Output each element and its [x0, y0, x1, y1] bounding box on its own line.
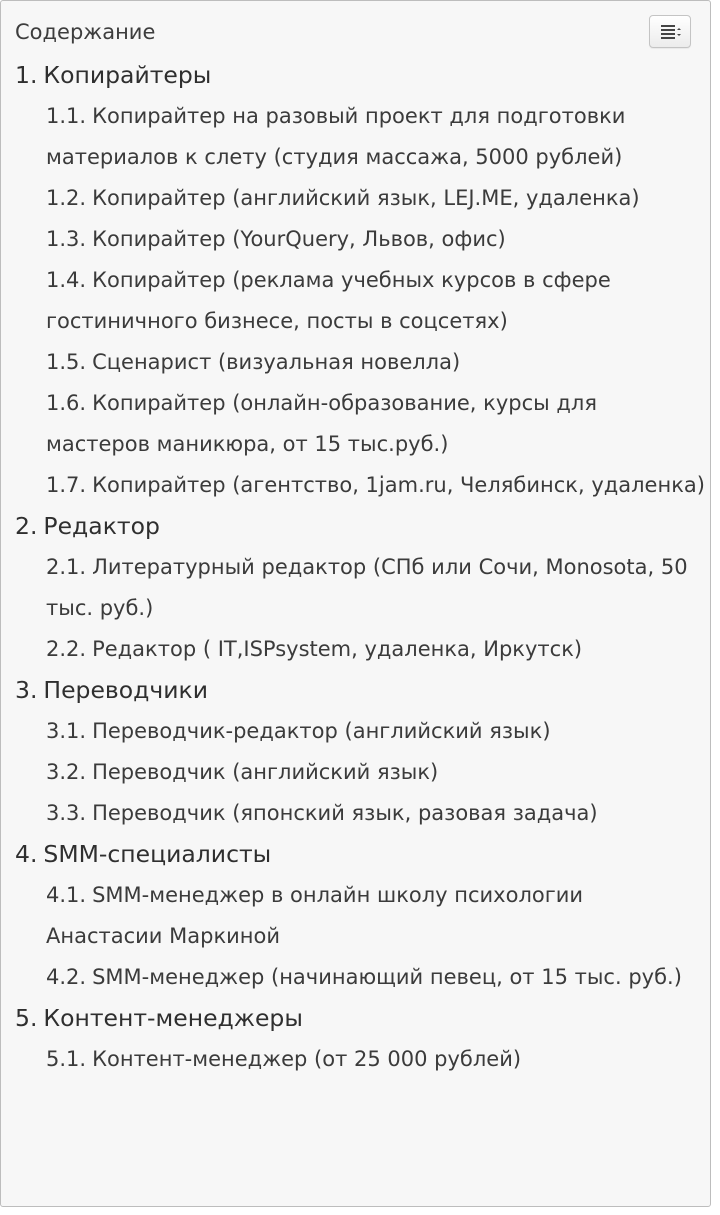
toc-sublink[interactable]	[46, 547, 705, 629]
toc-number: 3.1.	[46, 719, 87, 743]
toc-label: Сценарист (визуальная новелла)	[92, 350, 461, 374]
toc-subitem	[15, 178, 705, 219]
toc-number: 1.	[15, 61, 38, 89]
toc-sublist	[15, 547, 705, 670]
toc-sublist	[15, 1039, 705, 1080]
toc-list	[15, 55, 705, 1080]
toc-number: 2.2.	[46, 637, 87, 661]
toc-subitem	[15, 752, 705, 793]
toc-link[interactable]	[15, 55, 705, 96]
toc-number: 5.1.	[46, 1047, 87, 1071]
toc-number: 4.1.	[46, 883, 87, 907]
toc-sublink[interactable]	[46, 219, 705, 260]
toc-subitem	[15, 957, 705, 998]
toc-subitem	[15, 260, 705, 342]
toc-section	[15, 834, 705, 998]
toc-subitem	[15, 793, 705, 834]
toc-section	[15, 506, 705, 670]
toc-label: Переводчик-редактор (английский язык)	[92, 719, 551, 743]
toc-toggle-button[interactable]	[649, 15, 691, 48]
toc-sublink[interactable]	[46, 96, 705, 178]
toc-number: 1.1.	[46, 104, 87, 128]
toc-section	[15, 55, 705, 506]
toc-sublist	[15, 875, 705, 998]
toc-sublink[interactable]	[46, 383, 705, 465]
toc-title: Содержание	[15, 20, 156, 44]
toc-subitem	[15, 96, 705, 178]
toc-sublink[interactable]	[46, 260, 705, 342]
toc-link[interactable]	[15, 506, 705, 547]
toc-subitem	[15, 383, 705, 465]
toc-label: Копирайтер на разовый проект для подготовки материалов к слету (студия массажа, 5000 рублей)	[46, 104, 626, 169]
toc-sublink[interactable]	[46, 957, 705, 998]
toc-label: SMM-специалисты	[43, 840, 272, 868]
toc-link[interactable]	[15, 670, 705, 711]
toc-sublink[interactable]	[46, 752, 705, 793]
toc-sublink[interactable]	[46, 1039, 705, 1080]
toc-label: Копирайтер (YourQuery, Львов, офис)	[92, 227, 506, 251]
toc-number: 1.4.	[46, 268, 87, 292]
toc-label: Контент-менеджер (от 25 000 рублей)	[92, 1047, 522, 1071]
toc-sublink[interactable]	[46, 793, 705, 834]
toc-sublink[interactable]	[46, 711, 705, 752]
toc-label: Литературный редактор (СПб или Сочи, Monosota, 50 тыс. руб.)	[46, 555, 688, 620]
list-toggle-icon	[661, 25, 681, 39]
toc-sublink[interactable]	[46, 178, 705, 219]
toc-number: 5.	[15, 1004, 38, 1032]
toc-number: 3.3.	[46, 801, 87, 825]
toc-label: Копирайтер (реклама учебных курсов в сфере гостиничного бизнесе, посты в соцсетях)	[46, 268, 611, 333]
toc-subitem	[15, 875, 705, 957]
toc-subitem	[15, 342, 705, 383]
toc-label: SMM-менеджер (начинающий певец, от 15 тыс. руб.)	[92, 965, 682, 989]
toc-label: Копирайтер (агентство, 1jam.ru, Челябинск, удаленка)	[92, 473, 705, 497]
toc-label: Переводчик (английский язык)	[92, 760, 439, 784]
toc-label: Копирайтеры	[43, 61, 212, 89]
toc-number: 3.2.	[46, 760, 87, 784]
toc-number: 1.5.	[46, 350, 87, 374]
toc-link[interactable]	[15, 834, 705, 875]
toc-subitem	[15, 711, 705, 752]
toc-section	[15, 670, 705, 834]
toc-label: Копирайтер (онлайн-образование, курсы для мастеров маникюра, от 15 тыс.руб.)	[46, 391, 597, 456]
toc-sublink[interactable]	[46, 465, 705, 506]
toc-subitem	[15, 465, 705, 506]
toc-subitem	[15, 219, 705, 260]
toc-sublink[interactable]	[46, 875, 705, 957]
toc-number: 2.1.	[46, 555, 87, 579]
toc-number: 3.	[15, 676, 38, 704]
toc-sublink[interactable]	[46, 629, 705, 670]
toc-label: Контент-менеджеры	[43, 1004, 303, 1032]
toc-number: 2.	[15, 512, 38, 540]
toc-number: 1.2.	[46, 186, 87, 210]
toc-number: 1.7.	[46, 473, 87, 497]
toc-number: 1.6.	[46, 391, 87, 415]
toc-link[interactable]	[15, 998, 705, 1039]
toc-label: Переводчик (японский язык, разовая задача)	[92, 801, 598, 825]
toc-subitem	[15, 547, 705, 629]
toc-sublist	[15, 96, 705, 506]
toc-number: 4.	[15, 840, 38, 868]
toc-subitem	[15, 629, 705, 670]
toc-label: Копирайтер (английский язык, LEJ.ME, удаленка)	[92, 186, 640, 210]
toc-section	[15, 998, 705, 1080]
toc-label: Редактор ( IT,ISPsystem, удаленка, Иркутск)	[92, 637, 583, 661]
toc-subitem	[15, 1039, 705, 1080]
toc-sublist	[15, 711, 705, 834]
toc-number: 4.2.	[46, 965, 87, 989]
toc-label: SMM-менеджер в онлайн школу психологии Анастасии Маркиной	[46, 883, 584, 948]
toc-label: Переводчики	[43, 676, 209, 704]
toc-number: 1.3.	[46, 227, 87, 251]
toc-sublink[interactable]	[46, 342, 705, 383]
toc-label: Редактор	[43, 512, 160, 540]
